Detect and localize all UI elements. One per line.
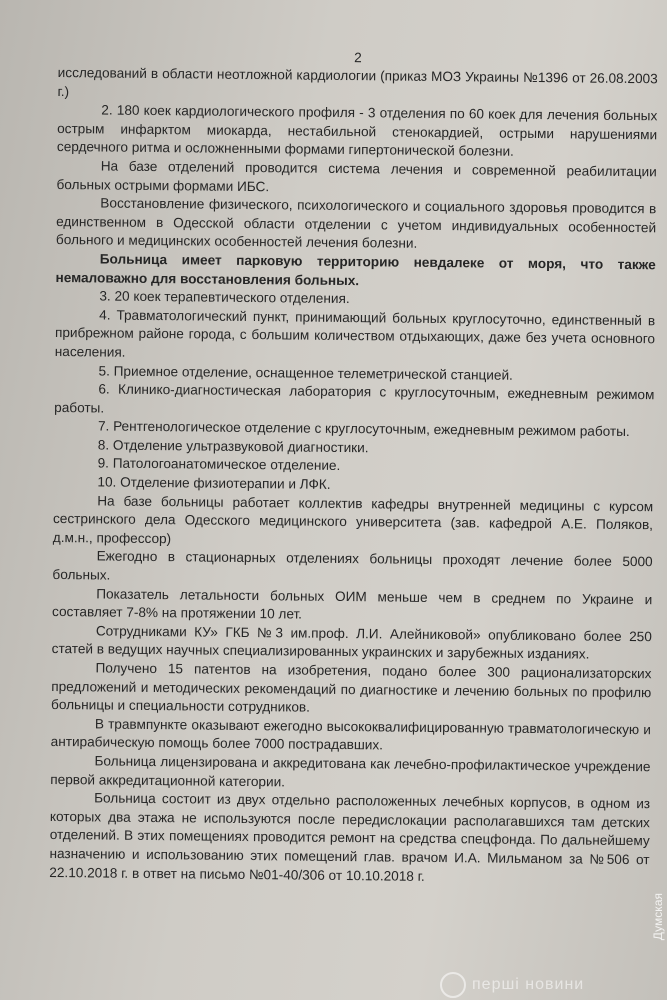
paragraph: Получено 15 патентов на изобретения, подано более 300 рационализаторских предложений и методических рекомендаций по диагностике и лечению больных по профилю больницы и специальности сотрудников. [51,660,652,715]
paragraph: На базе больницы работает коллектив кафедры внутренней медицины с курсом сестринского дела Одесского медицинского университета (зав. кафедрой А.Е. Поляков, д.м.н., профессор) [52,493,654,547]
paragraph: 2. 180 коек кардиологического профиля - 3 отделения по 60 коек для лечения больных острым инфарктом миокарда, нестабильной стенокардией, острыми нарушениями сердечного ритма и осложненными формами гипертонической болезни. [56,102,658,160]
brand-label: Думская [651,892,665,940]
paragraph: 9. Патологоанатомическое отделение. [97,455,341,474]
paragraph: 10. Отделение физиотерапии и ЛФК. [97,474,331,492]
paragraph: 4. Травматологический пункт, принимающий больных круглосуточно, единственный в прибрежном районе города, с большим количеством отдыхающих, даже без учета основного населения. [54,307,656,360]
paragraph: Ежегодно в стационарных отделениях больницы проходят лечение более 5000 больных. [52,548,653,583]
paragraph: Больница лицензирована и аккредитована как лечебно-профилактическое учреждение первой аккредитационной категории. [50,753,651,789]
paragraph: 5. Приемное отделение, оснащенное телеметрической станцией. [98,362,513,383]
paragraph: 6. Клинико-диагностическая лаборатория с круглосуточным, ежедневным режимом работы. [54,381,655,416]
page-number: 2 [354,50,362,66]
paragraph: Больница имеет парковую территорию невдалеке от моря, что также немаловажно для восстановления больных. [55,251,656,288]
paragraph: 8. Отделение ультразвуковой диагностики. [97,437,369,456]
paragraph: 3. 20 коек терапевтического отделения. [99,288,350,307]
paragraph: Восстановление физического, психологического и социального здоровья проводится в единственном в Одесской области отделении с учетом индивидуальных особенностей больного и медицинских особенностей лечения болезни. [55,195,657,252]
document-text [49,46,658,888]
paragraph: Больница состоит из двух отдельно расположенных лечебных корпусов, в одном из которых два этажа не используются после передислокации располагавшихся там детских отделений. В этих помещениях проводится ремонт на средства спецфонда. По дальнейшему назначению и использованию этих помещений глав. врачом И.А. Мильманом за №506 от 22.10.2018 г. в ответ на письмо №01-40/306 от 10.10.2018 г. [49,790,651,884]
paragraph: Сотрудниками КУ» ГКБ №3 им.проф. Л.И. Алейниковой» опубликовано более 250 статей в ведущих научных специализированных украинских и зарубежных изданиях. [51,623,652,663]
paragraph: Показатель летальности больных ОИМ меньше чем в среднем по Украине и составляет 7-8% на протяжении 10 лет. [51,586,653,622]
paragraph: На базе отделений проводится система лечения и современной реабилитации больных острыми формами ИБС. [56,158,657,194]
paragraph: В травмпункте оказывают ежегодно высококвалифицированную травматологическую и антирабическую помощь более 7000 пострадавших. [50,716,651,753]
watermark-text: перші новини [472,976,585,994]
paragraph: исследований в области неотложной кардиологии (приказ МОЗ Украины №1396 от 26.08.2003 г.) [57,64,658,99]
watermark-logo-icon [440,972,466,998]
watermark [440,972,584,998]
paragraph: 7. Рентгенологическое отделение с круглосуточным, ежедневным режимом работы. [97,418,630,440]
paragraph-list [49,64,658,888]
